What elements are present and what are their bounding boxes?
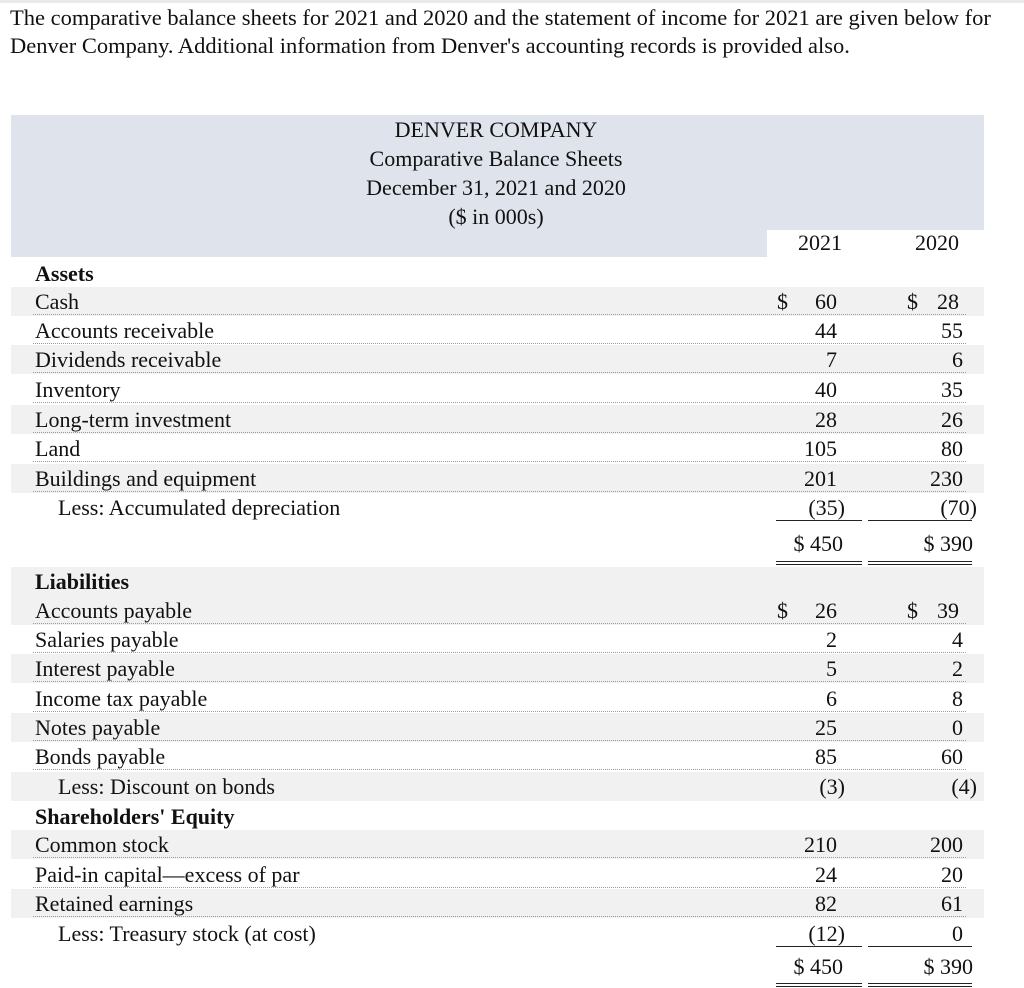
- total-assets-2020: $ 390: [923, 531, 973, 556]
- table-row: [11, 713, 984, 742]
- table-row: [11, 287, 984, 316]
- table-row: [11, 596, 984, 625]
- value-2020: 26: [941, 407, 963, 432]
- row-label: Paid-in capital—excess of par: [35, 862, 300, 887]
- assets-total-row: [11, 529, 984, 558]
- value-2021: 60: [815, 289, 837, 314]
- row-label: Retained earnings: [35, 891, 194, 916]
- table-row: [11, 889, 984, 918]
- table-row: [11, 493, 984, 522]
- table-row: [11, 464, 984, 493]
- value-2021: 44: [815, 318, 837, 343]
- row-label: Less: Treasury stock (at cost): [58, 921, 316, 946]
- section-heading-liabilities: Liabilities: [35, 569, 130, 594]
- table-row: [11, 860, 984, 889]
- value-2021: 25: [815, 715, 837, 740]
- value-2021: (35): [808, 495, 845, 520]
- total-liabilities-equity-2021: $ 450: [793, 954, 843, 979]
- value-2020: 39: [937, 598, 959, 623]
- value-2021: 26: [815, 598, 837, 623]
- value-2020: 6: [952, 347, 963, 372]
- value-2021: 6: [826, 686, 837, 711]
- value-2021: 105: [804, 436, 837, 461]
- total-assets-2021: $ 450: [793, 531, 843, 556]
- dollar-sign: $: [777, 598, 788, 623]
- value-2020: (4): [951, 774, 977, 799]
- table-row: [11, 316, 984, 345]
- value-2020: 60: [941, 744, 963, 769]
- total-double-rule-2020: [868, 561, 972, 565]
- value-2021: 24: [815, 862, 837, 887]
- value-2021: 28: [815, 407, 837, 432]
- intro-paragraph: The comparative balance sheets for 2021 and 2020 and the statement of income for 2021 are given below for Denver Company. Additional information from Denver's accounting records is provided also.: [10, 5, 991, 58]
- value-2020: 4: [952, 627, 963, 652]
- table-row: [11, 654, 984, 683]
- subtotal-rule-2020: [868, 946, 972, 947]
- row-label: Cash: [35, 289, 79, 314]
- table-row: [11, 830, 984, 859]
- table-row: [11, 625, 984, 654]
- value-2020: 55: [941, 318, 963, 343]
- value-2020: 200: [930, 832, 963, 857]
- equity-heading-row: [11, 802, 984, 831]
- table-row: [11, 684, 984, 713]
- value-2020: 35: [941, 377, 963, 402]
- total-double-rule-2020: [868, 983, 972, 987]
- total-liabilities-equity-2020: $ 390: [923, 954, 973, 979]
- assets-heading-row: [11, 259, 984, 288]
- value-2021: 40: [815, 377, 837, 402]
- subtotal-rule-2021: [776, 520, 862, 521]
- value-2021: 82: [815, 891, 837, 916]
- liabilities-heading-row: [11, 567, 984, 596]
- value-2021: 210: [804, 832, 837, 857]
- value-2020: 2: [952, 656, 963, 681]
- value-2021: (12): [808, 921, 845, 946]
- row-label: Inventory: [35, 377, 121, 402]
- dollar-sign: $: [907, 289, 918, 314]
- value-2021: 2: [826, 627, 837, 652]
- row-label: Less: Accumulated depreciation: [58, 495, 341, 520]
- section-heading-equity: Shareholders' Equity: [35, 804, 235, 829]
- subtotal-rule-2021: [776, 946, 862, 947]
- table-row: [11, 919, 984, 948]
- table-row: [11, 375, 984, 404]
- row-label: Interest payable: [35, 656, 175, 681]
- row-label: Bonds payable: [35, 744, 166, 769]
- year-header-2021: 2021: [798, 230, 842, 255]
- subtotal-rule-2020: [868, 520, 972, 521]
- dollar-sign: $: [907, 598, 918, 623]
- value-2021: 5: [826, 656, 837, 681]
- row-label: Notes payable: [35, 715, 161, 740]
- value-2021: 7: [826, 347, 837, 372]
- row-label: Long-term investment: [35, 407, 232, 432]
- statement-units: ($ in 000s): [448, 204, 544, 229]
- statement-date: December 31, 2021 and 2020: [366, 175, 626, 200]
- dollar-sign: $: [777, 289, 788, 314]
- total-double-rule-2021: [776, 983, 862, 987]
- equity-total-row: [11, 952, 984, 981]
- value-2020: 0: [952, 715, 963, 740]
- value-2020: 0: [952, 921, 963, 946]
- section-heading-assets: Assets: [35, 261, 94, 286]
- row-label: Accounts payable: [35, 598, 192, 623]
- company-name: DENVER COMPANY: [394, 117, 598, 142]
- value-2021: 85: [815, 744, 837, 769]
- table-row: [11, 742, 984, 771]
- value-2020: 80: [941, 436, 963, 461]
- value-2020: 28: [937, 289, 959, 314]
- total-double-rule-2021: [776, 561, 862, 565]
- value-2020: 20: [941, 862, 963, 887]
- year-header-2020: 2020: [915, 230, 959, 255]
- value-2021: 201: [804, 466, 837, 491]
- value-2020: (70): [940, 495, 977, 520]
- table-row: [11, 405, 984, 434]
- value-2020: 8: [952, 686, 963, 711]
- top-divider: [0, 0, 1024, 3]
- row-label: Salaries payable: [35, 627, 179, 652]
- row-label: Less: Discount on bonds: [58, 774, 275, 799]
- row-label: Common stock: [35, 832, 169, 857]
- row-label: Income tax payable: [35, 686, 208, 711]
- value-2020: 230: [930, 466, 963, 491]
- row-label: Land: [35, 436, 81, 461]
- value-2020: 61: [941, 891, 963, 916]
- table-row: [11, 345, 984, 374]
- row-label: Buildings and equipment: [35, 466, 257, 491]
- statement-title: Comparative Balance Sheets: [369, 146, 623, 171]
- row-label: Dividends receivable: [35, 347, 222, 372]
- value-2021: (3): [819, 774, 845, 799]
- table-row: [11, 434, 984, 463]
- table-row: [11, 772, 984, 801]
- row-label: Accounts receivable: [35, 318, 214, 343]
